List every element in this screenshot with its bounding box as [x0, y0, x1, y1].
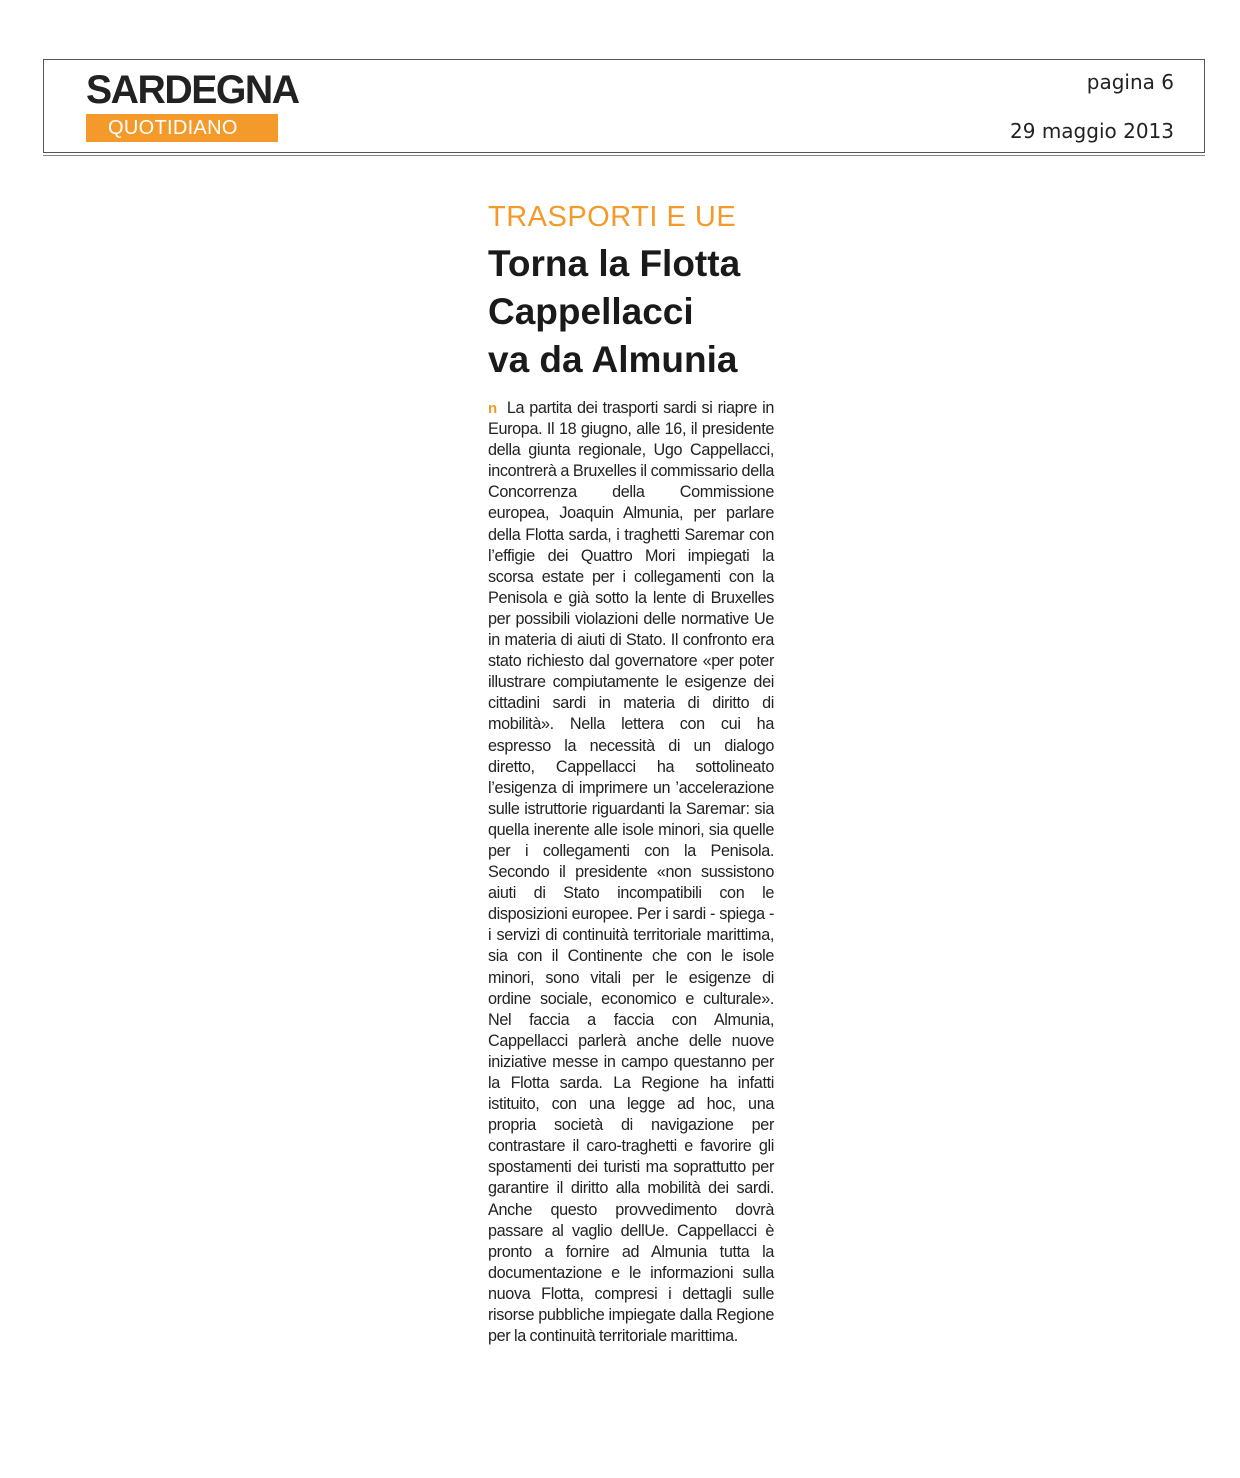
headline-line: Torna la Flotta [488, 243, 741, 284]
article-headline [488, 240, 808, 384]
headline-line: Cappellacci [488, 291, 694, 332]
header-divider [43, 155, 1205, 156]
article-body-text: La partita dei trasporti sardi si riapre in Europa. Il 18 giugno, alle 16, il presidente della giunta regionale, Ugo Cappellacci, incontrerà a Bruxelles il commissario della Concorrenza della Commissione europea, Joaquin Almunia, per parlare della Flotta sarda, i traghetti Saremar con l’effigie dei Quattro Mori impiegati la scorsa estate per i collegamenti con la Penisola e già sotto la lente di Bruxelles per possibili violazioni delle normative Ue in materia di aiuti di Stato. Il confronto era stato richiesto dal governatore «per poter illustrare compiutamente le esigenze dei cittadini sardi in materia di diritto di mobilità». Nella lettera con cui ha espresso la necessità di un dialogo diretto, Cappellacci ha sottolineato l’esigenza di imprimere un ’accelerazione sulle istruttorie riguardanti la Saremar: sia quella inerente alle isole minori, sia quelle per i collegamenti con la Penisola. Secondo il presidente «non sussistono aiuti di Stato incompatibili con le disposizioni europee. Per i sardi - spiega - i servizi di continuità territoriale marittima, sia con il Continente che con le isole minori, sono vitali per le esigenze di ordine sociale, economico e culturale». Nel faccia a faccia con Almunia, Cappellacci parlerà anche delle nuove iniziative messe in campo questanno per la Flotta sarda. La Regione ha infatti istituito, con una legge ad hoc, una propria società di navigazione per contrastare il caro-traghetti e favorire gli spostamenti dei turisti ma soprattutto per garantire il diritto alla mobilità dei sardi. Anche questo provvedimento dovrà passare al vaglio dellUe. Cappellacci è pronto a fornire ad Almunia tutta la documentazione e le informazioni sulla nuova Flotta, compresi i dettagli sulle risorse pubbliche impiegate dalla Regione per la continuità territoriale marittima. [488, 399, 774, 1346]
newspaper-logo-title: SARDEGNA [86, 68, 299, 112]
publication-date: 29 maggio 2013 [1010, 119, 1174, 143]
headline-line: va da Almunia [488, 339, 738, 380]
article-kicker: TRASPORTI E UE [488, 201, 737, 233]
article-body [488, 398, 774, 1347]
bullet-square-icon: n [488, 400, 497, 417]
newspaper-logo-subtitle: QUOTIDIANO [86, 114, 278, 142]
page-number: pagina 6 [1086, 70, 1174, 94]
